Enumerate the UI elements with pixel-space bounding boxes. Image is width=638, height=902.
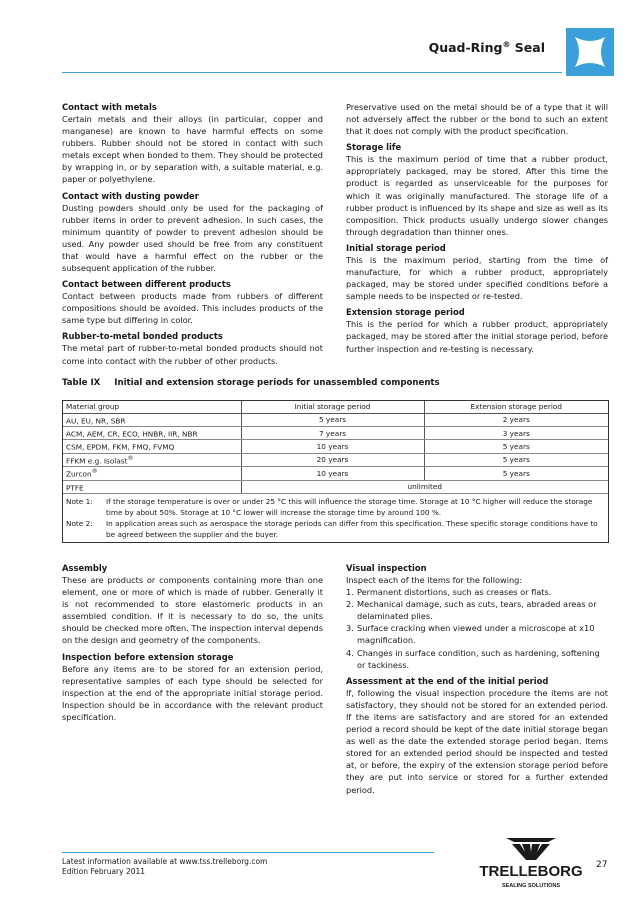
quad-ring-logo-icon	[566, 28, 614, 76]
table-header-row	[63, 401, 608, 413]
material-cell: FFKM e.g. Isolast®	[63, 453, 241, 466]
material-cell: PTFE	[63, 480, 241, 493]
table-row	[63, 467, 608, 480]
section-text: Certain metals and their alloys (in particular, copper and manganese) are known to have harmful effects on some rubbers. Rubber should not be stored in contact with such metals except when bonded to them. They should be protected by wrapping in, or by separation with, a suitable material, e.g. paper or polyethylene.	[62, 114, 323, 185]
trelleborg-logo	[476, 836, 586, 894]
extension-cell: 3 years	[424, 426, 608, 439]
table-row	[63, 413, 608, 426]
column-header: Material group	[63, 401, 241, 413]
note-text: In application areas such as aerospace the storage periods can differ from this specification. These specific storage conditions have to be agreed between the supplier and the buyer.	[106, 519, 598, 540]
section-heading: Initial storage period	[346, 242, 446, 253]
section-text: This is the period for which a rubber product, appropriately packaged, may be stored after the initial storage period, before further inspection and re-testing is necessary.	[346, 319, 608, 354]
brand-subtitle: SEALING SOLUTIONS	[501, 883, 561, 889]
section-heading: Visual inspection	[346, 563, 427, 573]
list-item: 2. Mechanical damage, such as cuts, tears, abraded areas or delaminated plies.	[346, 599, 597, 622]
page-number: 27	[596, 860, 608, 870]
initial-cell: 20 years	[241, 453, 424, 466]
section-text: This is the maximum period, starting from the time of manufacture, for which a rubber product, appropriately packaged, may be stored under specified conditions before a sample needs to be inspected or re-tested.	[346, 254, 608, 302]
initial-cell: 10 years	[241, 440, 424, 453]
note-text: If the storage temperature is over or under 25 °C this will influence the storage time. Storage at 10 °C higher will reduce the storage time by about 50%. Storage at 10 °C lower will increase the storage time by around 100 %.	[106, 497, 593, 518]
footer-info	[62, 857, 267, 877]
table-note	[66, 518, 605, 540]
extension-cell: 5 years	[424, 440, 608, 453]
column-bottom-left	[62, 562, 323, 723]
section-heading: Contact with dusting powder	[62, 190, 199, 201]
note-label: Note 1:	[66, 497, 93, 507]
section-heading: Extension storage period	[346, 307, 465, 318]
table-row	[63, 440, 608, 453]
section-heading: Contact with metals	[62, 102, 157, 112]
footer-edition: Edition February 2011	[62, 867, 146, 876]
initial-cell: 5 years	[241, 413, 424, 426]
section-heading: Assessment at the end of the initial period	[346, 675, 549, 686]
material-cell: CSM, EPDM, FKM, FMQ, FVMQ	[63, 440, 241, 453]
section-heading: Rubber-to-metal bonded products	[62, 331, 223, 342]
section-text: Inspect each of the items for the following:	[346, 575, 523, 585]
list-item: 4. Changes in surface condition, such as hardening, softening or tackiness.	[346, 647, 600, 670]
column-header: Initial storage period	[241, 401, 424, 413]
material-cell: AU, EU, NR, SBR	[63, 413, 241, 426]
extension-cell: 5 years	[424, 467, 608, 480]
extension-cell: 2 years	[424, 413, 608, 426]
table-note	[66, 496, 605, 518]
section-text: This is the maximum period of time that a rubber product, appropriately packaged, may be stored. After this time the product is regarded as unserviceable for the purposes for which it was originally manufactured. The storage life of a rubber product is influenced by its shape and size as well as its composition. Thick products usually undergo slower changes through degradation than thinner ones.	[346, 154, 608, 237]
section-text: Contact between products made from rubbers of different compositions should be avoided. This includes products of the same type but differing in color.	[62, 291, 323, 326]
section-heading: Storage life	[346, 142, 402, 153]
table-row	[63, 480, 608, 493]
section-text: Before any items are to be stored for an extension period, representative samples of each type should be selected for inspection at the end of the appropriate initial storage period. Inspection should be in accordance with the relevant product specification.	[62, 663, 323, 722]
section-heading: Inspection before extension storage	[62, 651, 234, 662]
section-heading: Assembly	[62, 563, 108, 573]
extension-cell: 5 years	[424, 453, 608, 466]
section-text: These are products or components containing more than one element, one or more of which is made of rubber. Generally it is not recommended to store elastomeric products in an assembled condition. If it is necessary to do so, the units should be checked more often. The inspection interval depends on the design and geometry of the components.	[62, 575, 323, 646]
footer-rule	[62, 852, 434, 853]
section-text: If, following the visual inspection procedure the items are not satisfactory, they should not be stored for an extended period. If the items are satisfactory and are stored for an extended period a record should be kept of the date initial storage began as well as the date the extended storage period began. Items stored for an extended period should be inspected and tested at, or before, the expiry of the extension storage period before they are put into service or stored for a further extended period.	[346, 687, 608, 795]
initial-cell: unlimited	[241, 480, 608, 493]
inspection-list	[346, 586, 608, 671]
page-title: Quad-Ring® Seal	[428, 40, 545, 56]
table-caption: Table IX Initial and extension storage periods for unassembled components	[62, 378, 440, 388]
table-row	[63, 453, 608, 466]
section-heading: Contact between different products	[62, 279, 231, 290]
trelleborg-mark-icon	[476, 836, 586, 894]
section-text: Dusting powders should only be used for the packaging of rubber items in order to prevent adhesion. In such cases, the minimum quantity of powder to prevent adhesion should be used. Any powder used should be free from any constituent that would have a harmful effect on the rubber or the subsequent application of the rubber.	[62, 202, 323, 274]
section-text: The metal part of rubber-to-metal bonded products should not come into contact with the rubber of other products.	[62, 343, 323, 366]
column-top-right	[346, 101, 608, 355]
list-item: 1. Permanent distortions, such as creases or flats.	[346, 587, 552, 598]
column-bottom-right	[346, 562, 608, 796]
table-notes	[63, 494, 608, 542]
header-rule	[62, 72, 562, 73]
column-top-left	[62, 101, 323, 367]
material-cell: Zurcon®	[63, 467, 241, 480]
material-cell: ACM, AEM, CR, ECO, HNBR, IIR, NBR	[63, 426, 241, 439]
initial-cell: 7 years	[241, 426, 424, 439]
storage-periods-table	[62, 400, 609, 543]
table-row	[63, 426, 608, 439]
column-header: Extension storage period	[424, 401, 608, 413]
footer-website: Latest information available at www.tss.trelleborg.com	[62, 857, 268, 866]
brand-name: TRELLEBORG	[479, 863, 583, 880]
note-label: Note 2:	[66, 519, 93, 529]
section-text: Preservative used on the metal should be of a type that it will not adversely affect the rubber or the bond to such an extent that it does not comply with the product specification.	[346, 102, 608, 137]
initial-cell: 10 years	[241, 467, 424, 480]
list-item: 3. Surface cracking when viewed under a microscope at x10 magnification.	[346, 623, 595, 646]
